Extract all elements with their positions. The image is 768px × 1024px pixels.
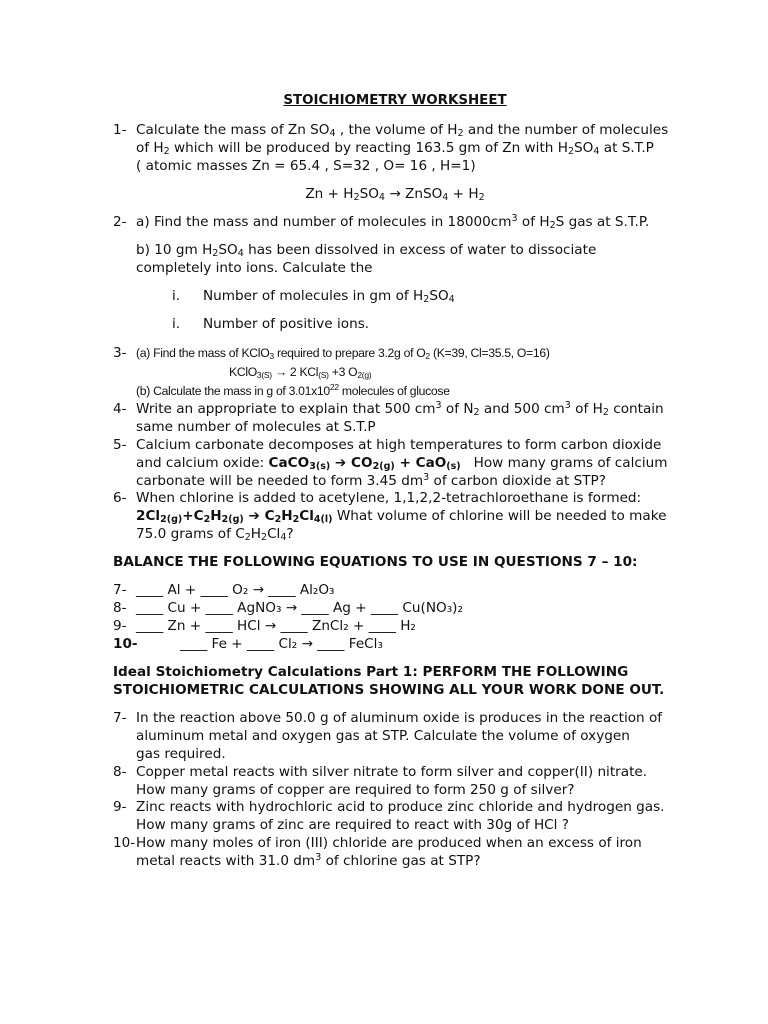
ideal-question-8: 8- Copper metal reacts with silver nitrate to form silver and copper(II) nitrate. How many grams of copper are required to form 250 g of silver? xyxy=(113,764,648,798)
question-6: 6- When chlorine is added to acetylene, 1,1,2,2-tetrachloroethane is formed: $2Cl_{2(g)}+C_2H_{2(g)}$ ➔ $C_2H_2Cl_{4(l)}$ What volume of chlorine will be needed to make 75.0 grams of $C_2H_2Cl_4$? xyxy=(113,490,667,543)
question-4: 4- Write an appropriate to explain that 500 $cm^3$ of $N_2$ and 500 $cm^3$ of $H_2$ contain same number of molecules at S.T.P xyxy=(113,400,664,435)
question-number: 6- xyxy=(113,490,127,506)
reaction-equation: $2Cl_{2(g)}+C_2H_{2(g)}$ ➔ $C_2H_2Cl_{4(l)}$ xyxy=(136,508,333,525)
question-3: 3- (a) Find the mass of KClO$_3$ required to prepare 3.2g of $O_2$ (K=39, Cl=35.5, O=16) xyxy=(113,345,550,361)
question-number: 2- xyxy=(113,214,127,230)
list-item: i. Number of molecules in gm of $H_2SO_4$ xyxy=(172,288,455,305)
question-1: 1- Calculate the mass of Zn $SO_4$ , the volume of $H_2$ and the number of molecules of $H_2$ which will be produced by reacting 163.5 gm of Zn with $H_2SO_4$ at S.T.P ( atomic masses Zn = 65.4 , S=32 , O= 16 , H=1) xyxy=(113,122,669,174)
page-title: STOICHIOMETRY WORKSHEET xyxy=(283,93,507,108)
ideal-heading: Ideal Stoichiometry Calculations Part 1: PERFORM THE FOLLOWING STOICHIOMETRIC CALCULATIONS SHOWING ALL YOUR WORK DONE OUT. xyxy=(113,664,665,698)
question-number: 3- xyxy=(113,345,127,361)
question-3b: (b) Calculate the mass in g of $3.01x10^{22}$ molecules of glucose xyxy=(136,382,450,398)
balance-equation: 10- ____ Fe + ____ Cl₂ → ____ FeCl₃ xyxy=(113,636,383,652)
reaction-equation: CaCO$_{3(s)}$ ➔ $CO_{2(g)} + CaO_{(s)}$ xyxy=(268,455,461,472)
equation-1: $Zn + H_2SO_4$ → ZnSO$_4$ + $H_2$ xyxy=(305,186,485,203)
ideal-question-7: 7- In the reaction above 50.0 g of aluminum oxide is produces in the reaction of aluminum metal and oxygen gas at STP. Calculate the volume of oxygen gas required. xyxy=(113,710,663,762)
question-2b: b) 10 gm $H_2SO_4$ has been dissolved in excess of water to dissociate completely into ions. Calculate the xyxy=(136,242,597,276)
balance-equation: 8- ____ Cu + ____ AgNO₃ → ____ Ag + ____ Cu(NO₃)₂ xyxy=(113,600,463,616)
balance-equation: 9- ____ Zn + ____ HCl → ____ ZnCl₂ + ____ H₂ xyxy=(113,618,416,634)
ideal-question-9: 9- Zinc reacts with hydrochloric acid to produce zinc chloride and hydrogen gas. How many grams of zinc are required to react with 30g of HCl ? xyxy=(113,799,665,833)
balance-heading: BALANCE THE FOLLOWING EQUATIONS TO USE IN QUESTIONS 7 – 10: xyxy=(113,554,638,570)
question-5: 5- Calcium carbonate decomposes at high temperatures to form carbon dioxide and calcium oxide: CaCO$_{3(s)}$ ➔ $CO_{2(g)} + CaO_{(s)}$ How many grams of calcium carbonate will be needed to form 3.45 $dm^3$ of carbon dioxide at STP? xyxy=(113,437,668,489)
equation-3: KClO$_{3(S)}$ → 2 KCl$_{(S)}$ +3 $O_{2(g)}$ xyxy=(229,365,372,380)
list-item: i. Number of positive ions. xyxy=(172,316,370,332)
balance-equation: 7- ____ Al + ____ O₂ → ____ Al₂O₃ xyxy=(113,582,335,598)
question-number: 1- xyxy=(113,122,127,138)
question-number: 4- xyxy=(113,401,127,417)
question-2a: 2- a) Find the mass and number of molecules in $18000cm^3$ of $H_2S$ gas at S.T.P. xyxy=(113,213,650,231)
question-number: 5- xyxy=(113,437,127,453)
ideal-question-10: 10- How many moles of iron (III) chloride are produced when an excess of iron metal reacts with 31.0 $dm^3$ of chlorine gas at STP? xyxy=(113,835,642,869)
